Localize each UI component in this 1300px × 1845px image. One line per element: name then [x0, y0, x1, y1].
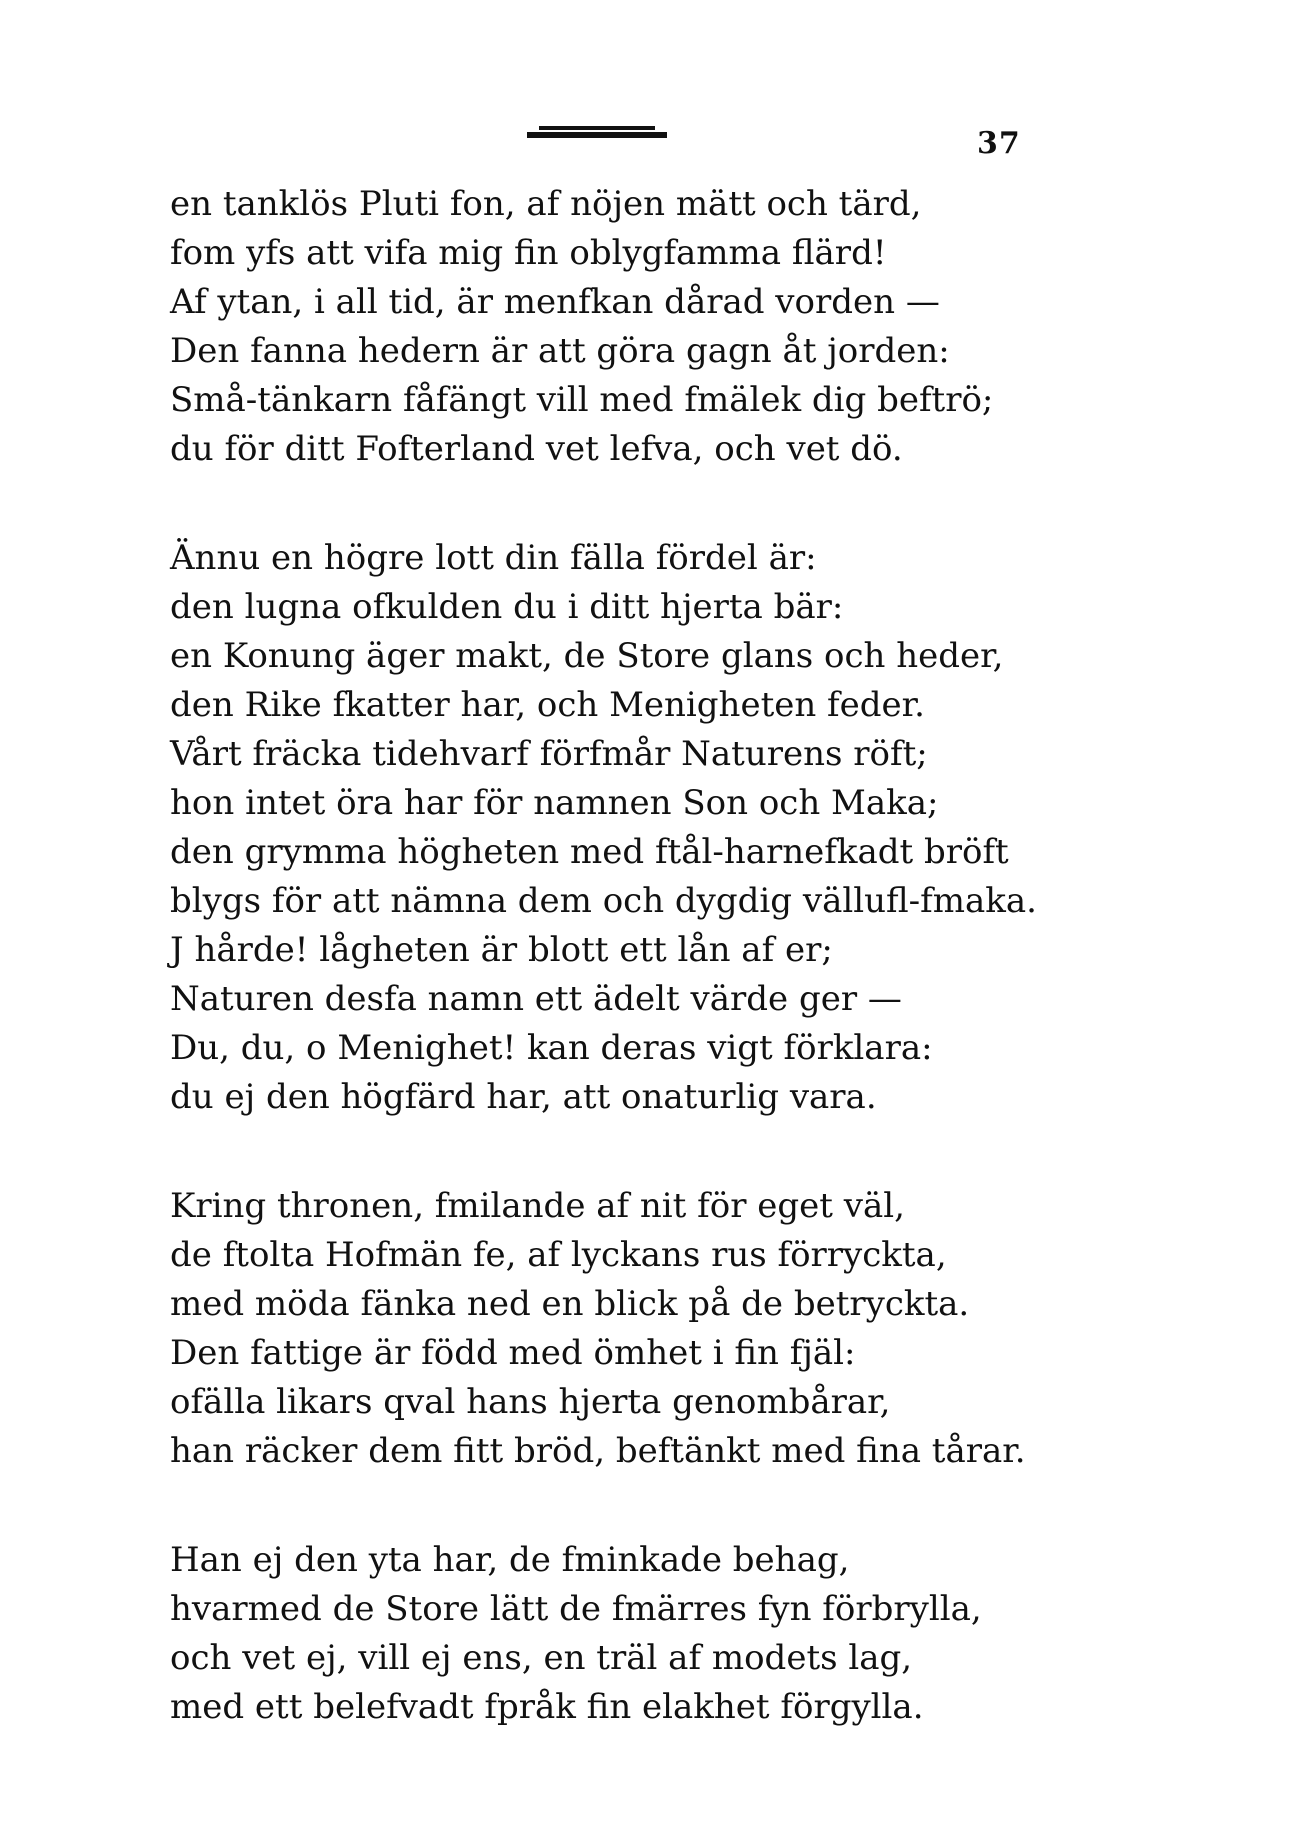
poem-line: Naturen desfa namn ett ädelt värde ger —	[170, 979, 902, 1019]
stanza-3	[170, 1182, 1100, 1476]
stanza-2	[170, 534, 1100, 1122]
poem-line: du för ditt Fofterland vet lefva, och vet dö.	[170, 429, 903, 469]
poem-line: Kring thronen, fmilande af nit för eget väl,	[170, 1186, 905, 1226]
poem-line: de ftolta Hofmän fe, af lyckans rus förryckta,	[170, 1235, 947, 1275]
poem-line: med möda fänka ned en blick på de betryckta.	[170, 1284, 970, 1324]
poem-line: Små-tänkarn fåfängt vill med fmälek dig beftrö;	[170, 380, 994, 420]
poem-line: Den fattige är född med ömhet i fin fjäl:	[170, 1333, 856, 1373]
poem-line: den lugna ofkulden du i ditt hjerta bär:	[170, 587, 844, 627]
poem-line: med ett belefvadt fpråk fin elakhet förgylla.	[170, 1687, 924, 1727]
poem-line: blygs för att nämna dem och dygdig vällufl-fmaka.	[170, 881, 1037, 921]
poem-line: en tanklös Pluti fon, af nöjen mätt och tärd,	[170, 184, 922, 224]
poem-line: ofälla likars qval hans hjerta genombårar,	[170, 1382, 891, 1422]
poem-line: Den fanna hedern är att göra gagn åt jorden:	[170, 331, 950, 371]
poem-line: han räcker dem fitt bröd, beftänkt med fina tårar.	[170, 1431, 1026, 1471]
poem-line: Han ej den yta har, de fminkade behag,	[170, 1540, 850, 1580]
poem-line: Ännu en högre lott din fälla fördel är:	[170, 538, 817, 578]
poem-line: du ej den högfärd har, att onaturlig vara.	[170, 1077, 877, 1117]
poem-text	[170, 180, 1100, 1792]
poem-line: J hårde! lågheten är blott ett lån af er;	[170, 930, 833, 970]
poem-line: den grymma högheten med ftål-harnefkadt bröft	[170, 832, 1009, 872]
poem-line: hon intet öra har för namnen Son och Maka;	[170, 783, 939, 823]
stanza-1	[170, 180, 1100, 474]
poem-line: Du, du, o Menighet! kan deras vigt förklara:	[170, 1028, 933, 1068]
poem-line: Vårt fräcka tidehvarf förfmår Naturens röft;	[170, 734, 928, 774]
poem-line: och vet ej, vill ej ens, en träl af modets lag,	[170, 1638, 913, 1678]
page-number: 37	[977, 126, 1021, 161]
header-ornament-rule	[527, 126, 667, 138]
poem-line: fom yfs att vifa mig fin oblygfamma flärd!	[170, 233, 887, 273]
stanza-4	[170, 1536, 1100, 1732]
poem-line: en Konung äger makt, de Store glans och heder,	[170, 636, 1004, 676]
poem-line: den Rike fkatter har, och Menigheten feder.	[170, 685, 925, 725]
poem-line: Af ytan, i all tid, är menfkan dårad vorden —	[170, 282, 940, 322]
poem-line: hvarmed de Store lätt de fmärres fyn förbrylla,	[170, 1589, 982, 1629]
